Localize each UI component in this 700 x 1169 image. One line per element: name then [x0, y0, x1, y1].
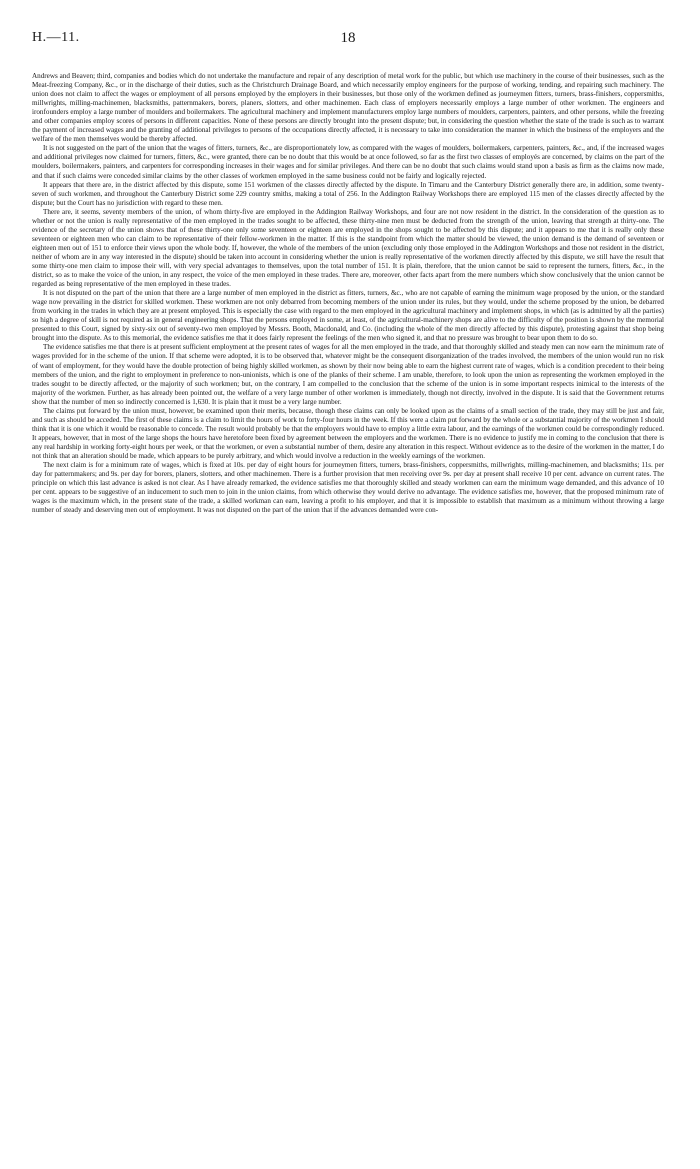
paragraph: It is not disputed on the part of the union that there are a large number of men employed in the district as fitters, turners, &c., who are not capable of earning the minimum wage proposed by the union, or the standard wage now prevailing in the district for skilled workmen. These workmen are not only debarred from becoming members of the union under its rules, but they would, under the scheme proposed by the union, be debarred from working in the trades in which they are at present employed. This is especially the case with regard to the men employed in the agricultural machinery and implement shops, in which (as is admitted by all the parties) so high a degree of skill is not required as in general engineering shops. That the persons employed in some, at least, of the agricultural-machinery shops are alive to the difficulty of the position is shown by the memorial presented to this Court, signed by sixty-six out of seventy-two men employed by Messrs. Booth, Macdonald, and Co. (including the whole of the men directly affected by this dispute), protesting against that shop being brought into the dispute. As to this memorial, the evidence satisfies me that it does fairly represent the feelings of the men who signed it, and that no pressure was brought to bear upon them to do so. — [32, 289, 664, 343]
paragraph: It is not suggested on the part of the union that the wages of fitters, turners, &c., are disproportionately low, as compared with the wages of moulders, boilermakers, carpenters, painters, &c., and, if the increased wages and additional privileges now claimed for turners, fitters, &c., were granted, there can be no doubt that this would be at once followed, so far as the first two classes of employés are concerned, by claims on the part of the moulders, boilermakers, painters, and carpenters for corresponding increases in their wages and for similar privileges. And there can be no doubt that such claims would stand upon a basis as firm as the claims now made, and that if such claims were conceded similar claims by the other classes of workmen employed in the same business could not be fairly and logically rejected. — [32, 144, 664, 180]
paragraph: Andrews and Beaven; third, companies and bodies which do not undertake the manufacture and repair of any description of metal work for the public, but which use machinery in the course of their businesses, such as the Meat-freezing Company, &c., or in the discharge of their duties, such as the Christchurch Drainage Board, and which necessarily employ engineers for the purpose of working, tending, and repairing such machinery. The union does not claim to affect the wages or employment of all persons employed by the employers in their businesses, but those only of the workmen defined as journeymen fitters, turners, brass-finishers, coppersmiths, millwrights, milling-machinemen, blacksmiths, patternmakers, borers, planers, slotters, and other machinemen. Each class of employers necessarily employs a large number of other workmen. The engineers and ironfounders employ a large number of moulders and boilermakers. The agricultural machinery and implement manufacturers employ large numbers of moulders, carpenters, painters, and other persons, while the freezing and other companies employ scores of persons in different capacities. None of these persons are directly brought into the present dispute; but, in considering the question whether the state of the trade is such as to warrant the payment of increased wages and the granting of additional privileges to persons of the occupations directly affected, it is necessary to take into consideration the manner in which the business of the employers and the welfare of the men themselves would be thereby affected. — [32, 72, 664, 144]
page-header — [32, 30, 664, 52]
paragraph: The claims put forward by the union must, however, be examined upon their merits, because, though these claims can only be looked upon as the claims of a small section of the trade, they may still be just and fair, and such as should be acceded. The first of these claims is a claim to limit the hours of work to forty-four hours in the week. If this were a claim put forward by the whole or a substantial majority of the workmen I should think that it is one which it would be reasonable to concede. The result would probably be that the employers would have to employ a little extra labour, and the earnings of the workmen could be correspondingly reduced. It appears, however, that in most of the large shops the hours have heretofore been fixed by agreement between the employers and the workmen. There is no evidence to justify me in coming to the conclusion that there is any real hardship in working forty-eight hours per week, or that the workmen, or even a substantial number of them, desire any alteration in this respect. Without evidence as to the desire of the workmen in the matter, I do not think that an alteration should be made, which appears to be purely arbitrary, and which would involve a reduction in the weekly earnings of the workmen. — [32, 406, 664, 460]
page-number: 18 — [340, 30, 356, 46]
paragraph: It appears that there are, in the district affected by this dispute, some 151 workmen of the classes directly affected by the dispute. In Timaru and the Canterbury District generally there are, in addition, some twenty-seven of such workmen, and throughout the Canterbury District some 229 country smiths, making a total of 256. In the Addington Railway Workshops there are employed 115 men of the classes directly affected by the dispute; but the Court has no jurisdiction with regard to these men. — [32, 180, 664, 207]
paragraph: The evidence satisfies me that there is at present sufficient employment at the present rates of wages for all the men employed in the trade, and that thoroughly skilled and steady men can now earn the minimum rate of wages provided for in the scheme of the union. If that scheme were adopted, it is to be observed that, whatever might be the consequent disorganization of the trades involved, the members of the union would run no risk of want of employment, for they would have the double protection of being highly skilled workmen, as shown by their now being able to earn the highest current rate of wages, which is a condition precedent to their being members of the union, and the right to employment in preference to non-unionists, which is one of the planks of their scheme. I am unable, therefore, to look upon the union as representing the workmen employed in the trades sought to be directly affected, or the majority of such workmen; but, on the contrary, I am compelled to the conclusion that the scheme of the union is in some important respects inimical to the interests of the majority of the workmen. Further, as has already been pointed out, the welfare of a very large number of other workmen is immediately, though not directly, involved in the dispute. It is said that the Government returns show that the number of men so indirectly concerned is 1,630. It is plain that it must be a very large number. — [32, 343, 664, 406]
paragraph: The next claim is for a minimum rate of wages, which is fixed at 10s. per day of eight hours for journeymen fitters, turners, brass-finishers, coppersmiths, millwrights, milling-machinemen, and blacksmiths; 11s. per day for patternmakers; and 9s. per day for borers, planers, slotters, and other machinemen. There is a further provision that men receiving over 9s. per day at present shall receive 10 per cent. advance on current rates. The principle on which this last advance is asked is not clear. As I have already remarked, the evidence satisfies me that thoroughly skilled and steady workmen can earn the minimum wage demanded, and this advance of 10 per cent. appears to be suggestive of an inducement to such men to join in the union claims, from which otherwise they would derive no advantage. The evidence satisfies me, however, that the proposed minimum rate of wages is the maximum which, in the present state of the trade, a skilled workman can earn, leaving a profit to his employer, and that it is impossible to establish that maximum as a minimum without throwing a large number of steady and deserving men out of employment. It was not disputed on the part of the union that if the advances demanded were con- — [32, 461, 664, 515]
paragraph: There are, it seems, seventy members of the union, of whom thirty-five are employed in the Addington Railway Workshops, and four are not now resident in the district. In the consideration of the question as to whether or not the union is really representative of the men employed in the trades sought to be affected, these thirty-nine men must be deducted from the strength of the union, leaving that strength at thirty-one. The evidence of the secretary of the union shows that of these thirty-one only some seventeen or eighteen are employed in the shops sought to be affected by this dispute; and it appears to me that it is really only these seventeen or eighteen men who can claim to be representative of their fellow-workmen in the matter. If this is the standpoint from which the matter should be viewed, the union demand is the demand of seventeen or eighteen men out of 151 to enforce their views upon the whole body. If, however, the whole of the members of the union (excluding only those employed in the Addington Workshops and those not resident in the district, neither of whom are in any way interested in the dispute) should be taken into account in considering whether the union is really representative of the workmen directly affected by this dispute, we still have the result that some thirty-one men claim to impose their will, with very special advantages to themselves, upon the total number of 151. It is plain, therefore, that the union cannot be said to represent the turners, fitters, &c., in the district, so as to make the voice of the union, in any respect, the voice of the men employed in these trades. There are, moreover, other facts apart from the mere numbers which show conclusively that the union cannot be regarded as being representative of the men employed in these trades. — [32, 207, 664, 289]
body-text — [32, 72, 664, 515]
document-reference: H.—11. — [32, 30, 80, 45]
